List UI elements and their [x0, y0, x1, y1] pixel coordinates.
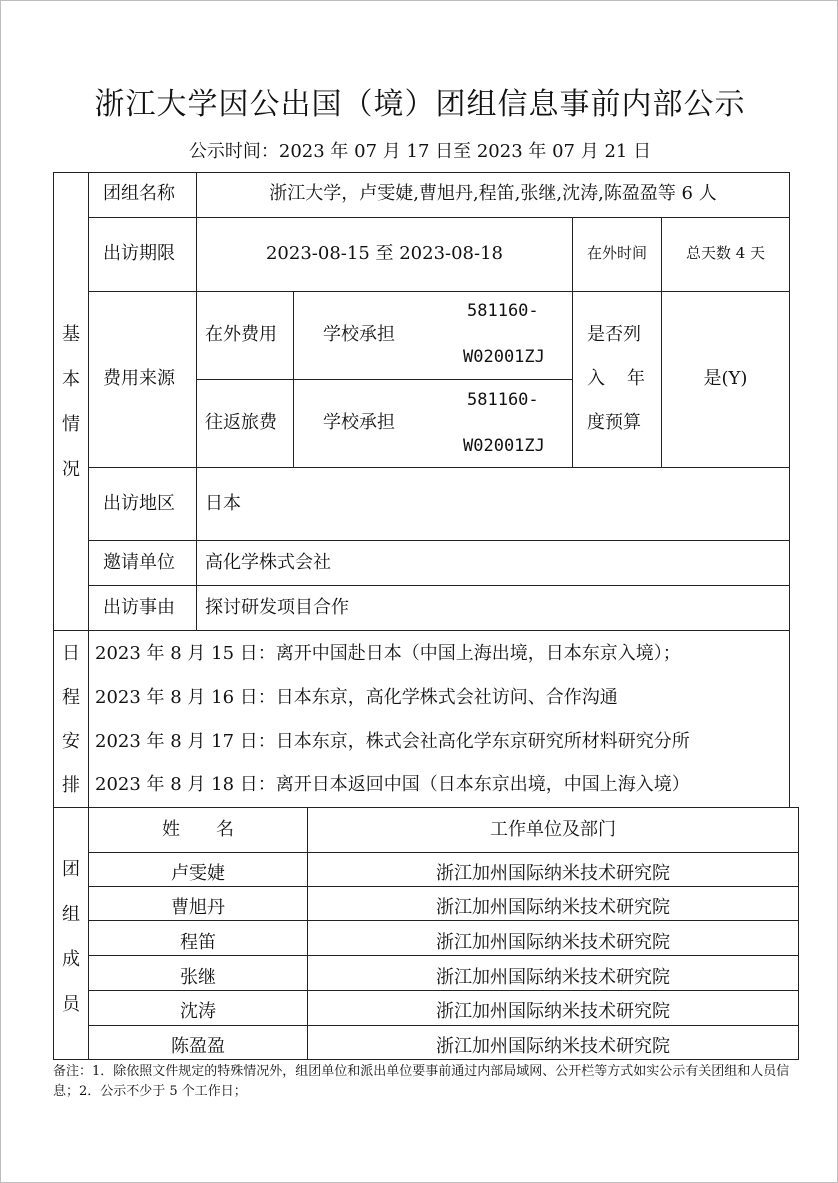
member-name: 张继	[180, 967, 216, 988]
rule	[88, 172, 89, 1060]
member-unit: 浙江加州国际纳米技术研究院	[436, 1001, 670, 1022]
rule	[88, 291, 789, 292]
rule	[789, 172, 790, 807]
member-unit: 浙江加州国际纳米技术研究院	[436, 932, 670, 953]
travel-cost-code: 581160-	[467, 390, 539, 410]
schedule-item: 2023 年 8 月 17 日：日本东京，株式会社高化学东京研究所材料研究分所	[95, 731, 690, 752]
label-char: 成	[62, 949, 80, 970]
rule	[53, 1059, 799, 1060]
inviter-label: 邀请单位	[103, 552, 175, 573]
footnote: 备注：1．除依照文件规定的特殊情况外，组团单位和派出单位要事前通过内部局域网、公开栏等方式如实公示有关团组和人员信息；2．公示不少于 5 个工作日；	[53, 1064, 790, 1099]
member-unit: 浙江加州国际纳米技术研究院	[436, 863, 670, 884]
member-name: 卢雯婕	[171, 863, 225, 884]
purpose-value: 探讨研发项目合作	[205, 597, 349, 618]
rule	[88, 920, 799, 921]
member-name: 曹旭丹	[171, 897, 225, 918]
rule	[88, 886, 799, 887]
members-section-label	[56, 847, 86, 1027]
abroad-cost-code: W02001ZJ	[463, 347, 545, 367]
rule	[196, 379, 572, 380]
rule	[88, 467, 789, 468]
label-char: 程	[62, 687, 80, 708]
destination-value: 日本	[205, 493, 241, 514]
rule	[53, 172, 789, 173]
budget-label: 年	[627, 368, 645, 389]
rule	[53, 807, 799, 808]
basic-section-label	[56, 312, 86, 492]
schedule-section-label	[56, 632, 86, 808]
schedule-item: 2023 年 8 月 15 日：离开中国赴日本（中国上海出境，日本东京入境）；	[95, 643, 681, 664]
rule	[53, 630, 789, 631]
member-name: 沈涛	[180, 1001, 216, 1022]
travel-cost-code: W02001ZJ	[463, 436, 545, 456]
total-days: 总天数 4 天	[685, 244, 766, 262]
rule	[88, 852, 799, 853]
label-char: 情	[62, 414, 80, 435]
rule	[798, 807, 799, 1060]
rule	[88, 540, 789, 541]
period-label: 出访期限	[103, 243, 175, 264]
unit-header: 工作单位及部门	[490, 819, 616, 840]
member-name: 陈盈盈	[171, 1036, 225, 1057]
travel-cost-bearer: 学校承担	[323, 412, 395, 433]
member-unit: 浙江加州国际纳米技术研究院	[436, 1036, 670, 1057]
inviter-value: 高化学株式会社	[205, 552, 331, 573]
label-char: 团	[62, 859, 80, 880]
schedule-item: 2023 年 8 月 16 日：日本东京，高化学株式会社访问、合作沟通	[95, 687, 618, 708]
member-unit: 浙江加州国际纳米技术研究院	[436, 967, 670, 988]
label-char: 基	[62, 324, 80, 345]
rule	[88, 585, 789, 586]
rule	[88, 217, 789, 218]
rule	[196, 172, 197, 630]
rule	[88, 990, 799, 991]
destination-label: 出访地区	[103, 493, 175, 514]
period-value: 2023-08-15 至 2023-08-18	[265, 243, 503, 264]
budget-label: 入	[587, 368, 605, 389]
purpose-label: 出访事由	[103, 597, 175, 618]
group-name-value: 浙江大学，卢雯婕,曹旭丹,程笛,张继,沈涛,陈盈盈等 6 人	[269, 183, 717, 204]
budget-value: 是(Y)	[703, 368, 748, 389]
member-name: 程笛	[180, 932, 216, 953]
abroad-cost-bearer: 学校承担	[323, 324, 395, 345]
abroad-cost-code: 581160-	[467, 301, 539, 321]
member-unit: 浙江加州国际纳米技术研究院	[436, 897, 670, 918]
schedule-item: 2023 年 8 月 18 日：离开日本返回中国（日本东京出境，中国上海入境）	[95, 774, 690, 795]
page-title: 浙江大学因公出国（境）团组信息事前内部公示	[94, 87, 746, 122]
abroad-cost-label: 在外费用	[205, 324, 277, 345]
label-char: 组	[62, 904, 80, 925]
rule	[53, 172, 54, 1060]
budget-label: 是否列	[587, 324, 641, 345]
funding-label: 费用来源	[103, 368, 175, 389]
time-abroad-label: 在外时间	[586, 244, 647, 262]
rule	[88, 1025, 799, 1026]
name-header: 姓 名	[162, 819, 234, 840]
label-char: 本	[62, 369, 80, 390]
label-char: 安	[62, 731, 80, 752]
label-char: 况	[62, 459, 80, 480]
label-char: 日	[62, 643, 80, 664]
publish-time: 公示时间：2023 年 07 月 17 日至 2023 年 07 月 21 日	[188, 141, 652, 162]
rule	[293, 291, 294, 467]
rule	[88, 955, 799, 956]
group-name-label: 团组名称	[103, 183, 175, 204]
travel-cost-label: 往返旅费	[205, 412, 277, 433]
label-char: 排	[62, 775, 80, 796]
budget-label: 度预算	[587, 412, 641, 433]
label-char: 员	[62, 994, 80, 1015]
